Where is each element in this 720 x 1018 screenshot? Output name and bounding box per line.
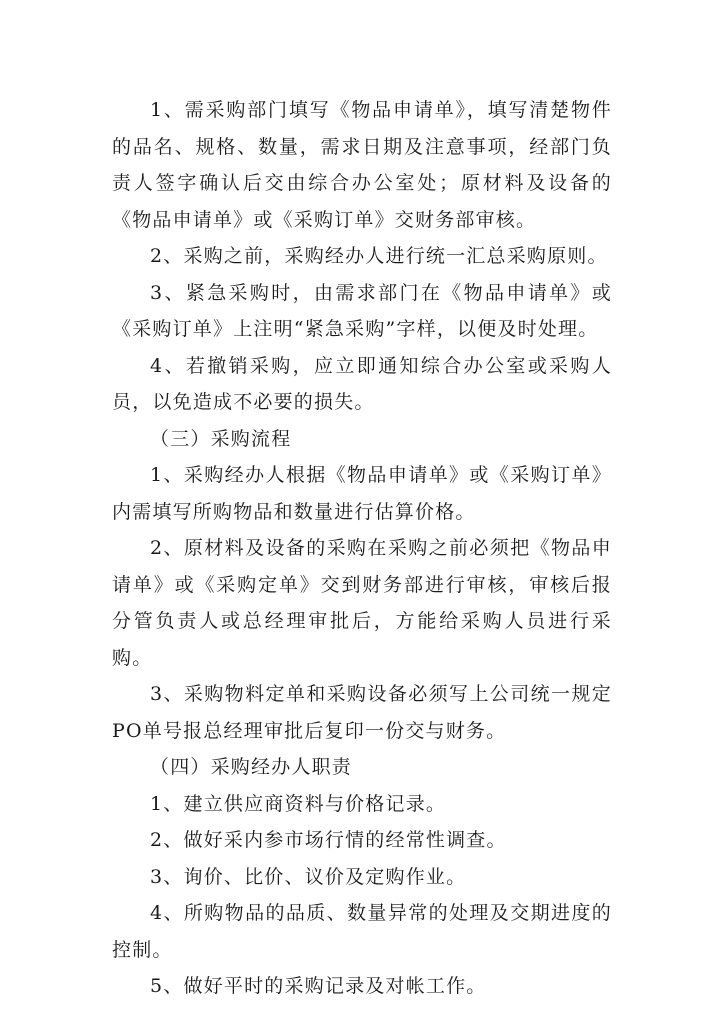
paragraph-3: 3、紧急采购时，由需求部门在《物品申请单》或《采购订单》上注明“紧急采购”字样，以便及时处理。 (112, 281, 612, 340)
paragraph-12: 5、做好平时的采购记录及对帐工作。 (150, 975, 487, 997)
paragraph-11: 4、所购物品的品质、数量异常的处理及交期进度的控制。 (112, 902, 612, 961)
paragraph-4: 4、若撤销采购，应立即通知综合办公室或采购人员，以免造成不必要的损失。 (112, 354, 612, 413)
paragraph-7: 3、采购物料定单和采购设备必须写上公司统一规定PO单号报总经理审批后复印一份交与财务。 (112, 683, 612, 742)
paragraph-10: 3、询价、比价、议价及定购作业。 (150, 865, 467, 888)
paragraph-5: 1、采购经办人根据《物品申请单》或《采购订单》内需填写所购物品和数量进行估算价格。 (112, 464, 612, 523)
paragraph-6: 2、原材料及设备的采购在采购之前必须把《物品申请单》或《采购定单》交到财务部进行审核，审核后报分管负责人或总经理审批后，方能给采购人员进行采购。 (112, 537, 612, 669)
paragraph-8: 1、建立供应商资料与价格记录。 (150, 792, 447, 815)
document-body (112, 92, 612, 1005)
paragraph-2: 2、采购之前，采购经办人进行统一汇总采购原则。 (150, 245, 608, 267)
section-heading-procurement-process: （三）采购流程 (150, 427, 292, 450)
section-heading-purchaser-duties: （四）采购经办人职责 (150, 756, 353, 778)
paragraph-1: 1、需采购部门填写《物品申请单》，填写清楚物件的品名、规格、数量，需求日期及注意事项，经部门负责人签字确认后交由综合办公室处；原材料及设备的《物品申请单》或《采购订单》交财务部审核。 (112, 99, 612, 231)
paragraph-9: 2、做好采内参市场行情的经常性调查。 (150, 829, 507, 851)
